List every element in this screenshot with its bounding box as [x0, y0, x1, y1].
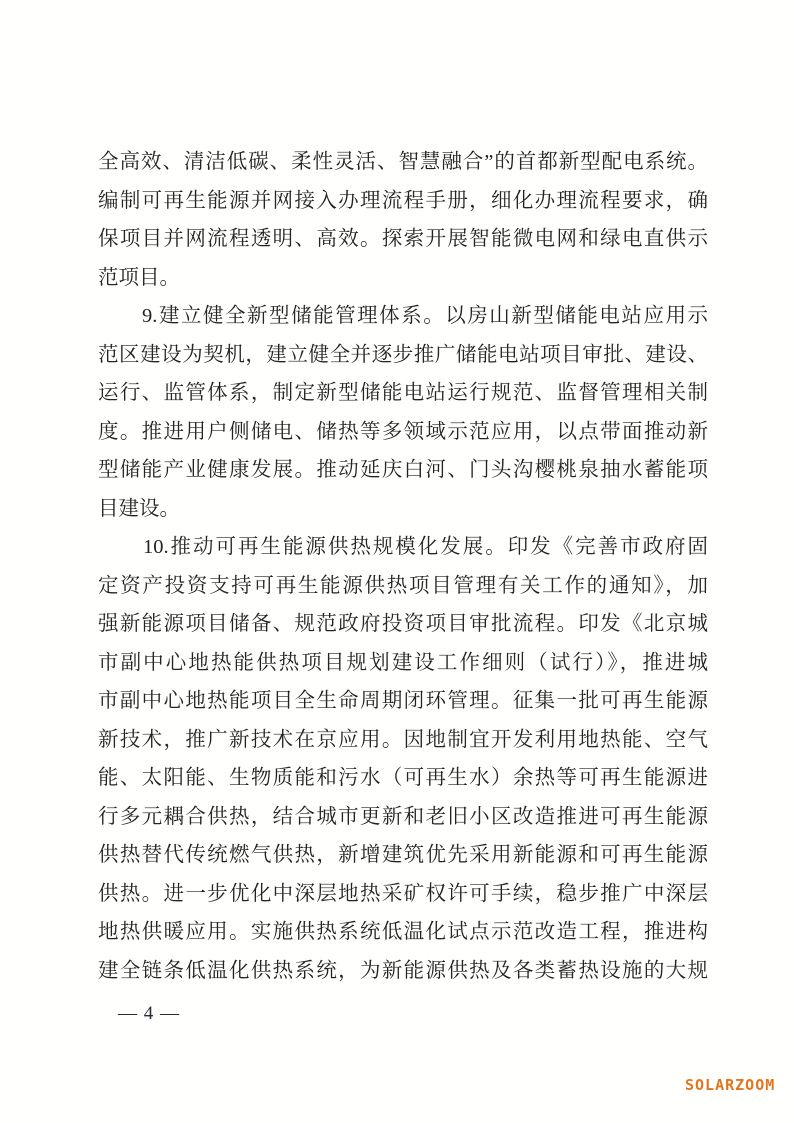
text-line: 地热供暖应用。实施供热系统低温化试点示范改造工程，推进构 [98, 921, 708, 943]
watermark-solarzoom: SOLARZOOM [685, 1076, 776, 1094]
text-line: 供热。进一步优化中深层地热采矿权许可手续，稳步推广中深层 [98, 882, 708, 905]
text-line: 度。推进用户侧储电、储热等多领域示范应用，以点带面推动新 [98, 420, 708, 443]
text-line: 能、太阳能、生物质能和污水（可再生水）余热等可再生能源进 [98, 767, 708, 789]
text-line: 建全链条低温化供热系统，为新能源供热及各类蓄热设施的大规 [98, 959, 708, 982]
text-line: 新技术，推广新技术在京应用。因地制宜开发利用地热能、空气 [98, 728, 708, 751]
text-line: 编制可再生能源并网接入办理流程手册，细化办理流程要求，确 [98, 189, 708, 212]
text-line: 全高效、清洁低碳、柔性灵活、智慧融合”的首都新型配电系统。 [98, 151, 708, 173]
text-line: 9.建立健全新型储能管理体系。以房山新型储能电站应用示 [98, 305, 708, 327]
text-line: 强新能源项目储备、规范政府投资项目审批流程。印发《北京城 [98, 613, 708, 635]
text-line: 运行、监管体系，制定新型储能电站运行规范、监督管理相关制 [98, 382, 708, 404]
page-number: — 4 — [118, 1003, 180, 1024]
text-line: 范项目。 [98, 266, 180, 289]
text-line: 型储能产业健康发展。推动延庆白河、门头沟樱桃泉抽水蓄能项 [98, 459, 708, 481]
text-line: 市副中心地热能项目全生命周期闭环管理。征集一批可再生能源 [98, 690, 708, 712]
text-line: 行多元耦合供热，结合城市更新和老旧小区改造推进可再生能源 [98, 805, 708, 828]
text-paragraph [98, 143, 708, 297]
text-line: 10.推动可再生能源供热规模化发展。印发《完善市政府固 [98, 536, 708, 558]
text-line: 目建设。 [98, 497, 180, 520]
text-line: 保项目并网流程透明、高效。探索开展智能微电网和绿电直供示 [98, 228, 708, 250]
text-paragraph [98, 297, 708, 528]
text-paragraph [98, 528, 708, 990]
text-line: 供热替代传统燃气供热，新增建筑优先采用新能源和可再生能源 [98, 844, 708, 866]
document-body [98, 143, 708, 990]
text-line: 定资产投资支持可再生能源供热项目管理有关工作的通知》，加 [98, 574, 708, 597]
text-line: 范区建设为契机，建立健全并逐步推广储能电站项目审批、建设、 [98, 343, 708, 366]
text-line: 市副中心地热能供热项目规划建设工作细则（试行）》，推进城 [98, 651, 708, 674]
